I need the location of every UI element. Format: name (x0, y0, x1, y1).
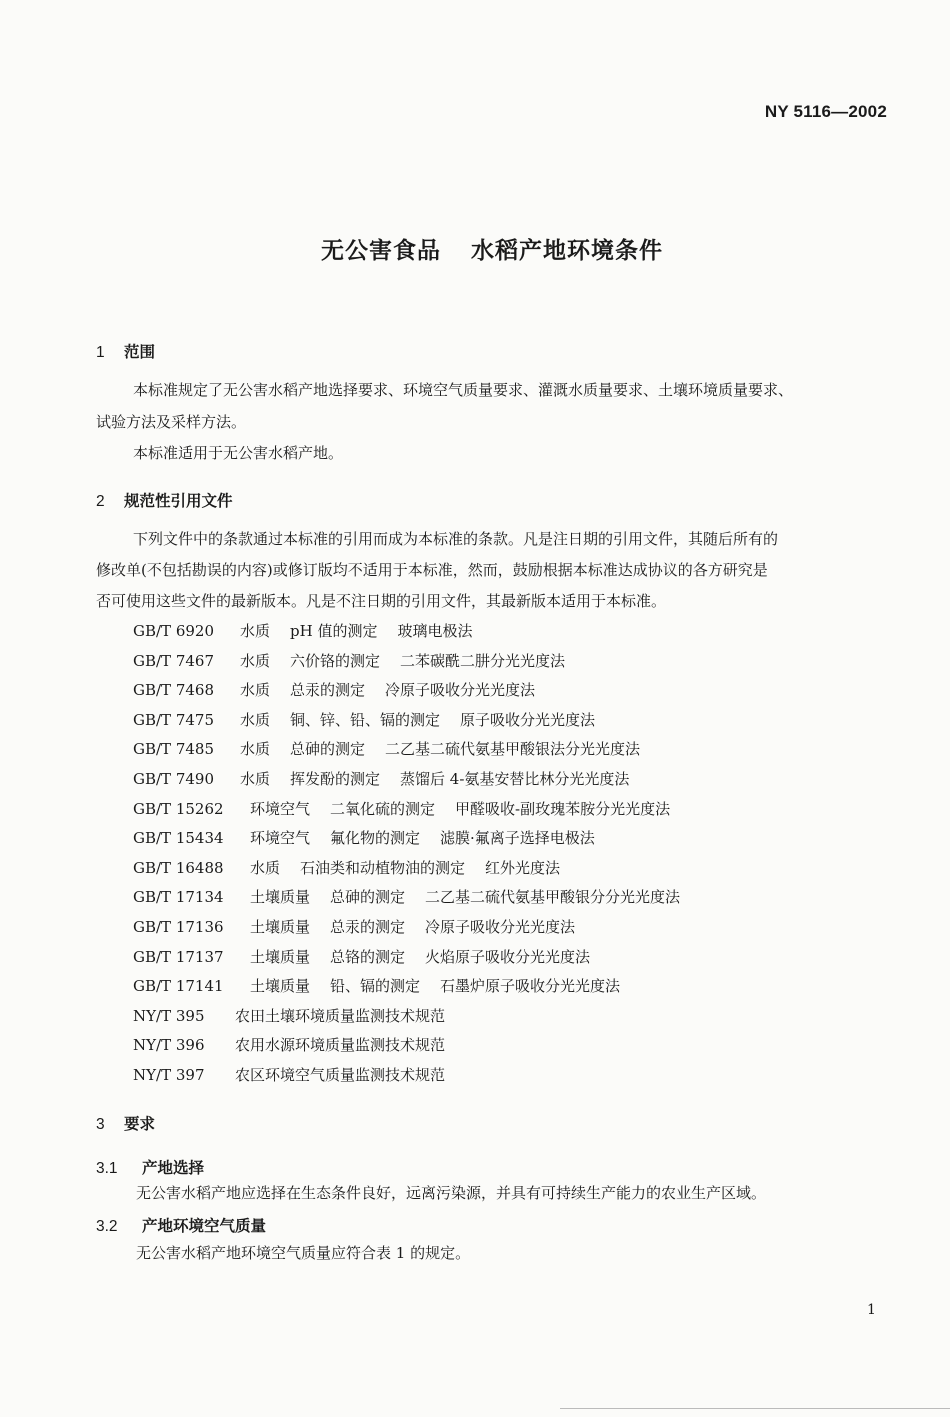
title-part1: 无公害食品 (321, 238, 441, 264)
reference-item (133, 827, 615, 848)
paragraph-line: 下列文件中的条款通过本标准的引用而成为本标准的条款。凡是注日期的引用文件，其随后所有的 (133, 530, 779, 548)
reference-item: 二氧化硫的测定 (330, 799, 436, 818)
reference-item (133, 857, 580, 878)
reference-code: GB/T 7485 (133, 740, 215, 759)
reference-subject: 土壤质量 (250, 918, 311, 936)
page-number: 1 (867, 1302, 876, 1318)
reference-item (133, 620, 492, 641)
document-title (0, 232, 950, 265)
reference-code: GB/T 17137 (133, 947, 224, 966)
reference-item (133, 709, 615, 730)
subsection-number: 3.2 (96, 1218, 118, 1235)
reference-subject: 水质 (240, 651, 271, 670)
reference-item (133, 946, 610, 967)
paragraph-line: 修改单(不包括勘误的内容)或修订版均不适用于本标准，然而，鼓励根据本标准达成协议的各方研究是 (96, 561, 768, 579)
reference-subject: 水质 (240, 622, 271, 640)
reference-method: 二乙基二硫代氨基甲酸银分分光光度法 (425, 888, 681, 907)
reference-item (133, 650, 585, 671)
reference-code: GB/T 17141 (133, 977, 224, 996)
subsection-title: 产地环境空气质量 (142, 1217, 267, 1235)
paragraph-line: 本标准规定了无公害水稻产地选择要求、环境空气质量要求、灌溉水质量要求、土壤环境质量要求、 (133, 381, 794, 399)
paragraph-line: 否可使用这些文件的最新版本。凡是不注日期的引用文件，其最新版本适用于本标准。 (96, 592, 667, 610)
reference-method: 二苯碳酰二肼分光光度法 (400, 651, 566, 670)
reference-subject: 农区环境空气质量监测技术规范 (235, 1066, 446, 1084)
reference-code: GB/T 16488 (133, 858, 224, 877)
section-title: 规范性引用文件 (124, 492, 233, 510)
section-title: 要求 (124, 1115, 156, 1133)
reference-method: 玻璃电极法 (397, 622, 473, 640)
reference-item: 总汞的测定 (290, 681, 366, 700)
reference-item (133, 798, 690, 819)
reference-subject: 土壤质量 (250, 977, 311, 996)
section-title: 范围 (124, 343, 156, 361)
reference-code: GB/T 15434 (133, 829, 224, 848)
subsection-3-1-heading (96, 1156, 204, 1178)
paragraph-line: 试验方法及采样方法。 (96, 413, 247, 431)
reference-subject: 水质 (240, 740, 271, 759)
reference-subject: 环境空气 (250, 799, 311, 818)
reference-item (133, 916, 595, 937)
reference-item: 总砷的测定 (290, 740, 366, 759)
reference-subject: 土壤质量 (250, 888, 311, 907)
reference-item: 总砷的测定 (330, 888, 406, 907)
subsection-title: 产地选择 (142, 1159, 205, 1177)
reference-code: GB/T 17136 (133, 918, 224, 936)
paragraph-line: 本标准适用于无公害水稻产地。 (133, 444, 344, 462)
reference-item (133, 738, 660, 759)
reference-item: 氟化物的测定 (330, 829, 421, 848)
reference-subject: 环境空气 (250, 829, 311, 848)
reference-method: 石墨炉原子吸收分光光度法 (440, 977, 621, 996)
reference-code: GB/T 7468 (133, 681, 215, 700)
reference-item: 铅、镉的测定 (330, 977, 421, 996)
reference-item: pH 值的测定 (290, 622, 378, 640)
reference-method: 冷原子吸收分光光度法 (385, 681, 536, 700)
reference-subject: 水质 (250, 858, 281, 877)
reference-code: GB/T 7475 (133, 710, 215, 729)
reference-method: 二乙基二硫代氨基甲酸银法分光光度法 (385, 740, 641, 759)
reference-code: GB/T 15262 (133, 799, 224, 818)
reference-subject: 农田土壤环境质量监测技术规范 (235, 1006, 446, 1025)
reference-subject: 水质 (240, 681, 271, 700)
reference-item (133, 886, 700, 907)
reference-code: GB/T 7490 (133, 770, 215, 788)
paragraph-line: 无公害水稻产地环境空气质量应符合表 1 的规定。 (136, 1244, 471, 1262)
reference-subject: 水质 (240, 770, 271, 788)
section-2-heading (96, 489, 233, 511)
section-number: 3 (96, 1116, 105, 1133)
standard-number: NY 5116—2002 (764, 102, 887, 121)
reference-item (133, 768, 649, 789)
reference-item (133, 1005, 465, 1026)
reference-code: NY/T 397 (133, 1066, 205, 1084)
reference-method: 火焰原子吸收分光光度法 (425, 947, 591, 966)
reference-code: GB/T 7467 (133, 651, 215, 670)
reference-method: 滤膜·氟离子选择电极法 (440, 829, 595, 848)
reference-code: NY/T 395 (133, 1006, 205, 1025)
title-part2: 水稻产地环境条件 (471, 238, 663, 264)
reference-item: 石油类和动植物油的测定 (300, 858, 466, 877)
reference-method: 蒸馏后 4-氨基安替比林分光光度法 (400, 770, 630, 788)
reference-subject: 水质 (240, 710, 271, 729)
reference-item: 铜、锌、铅、镉的测定 (290, 710, 441, 729)
reference-subject: 土壤质量 (250, 947, 311, 966)
section-3-heading (96, 1112, 155, 1134)
section-number: 2 (96, 493, 105, 510)
reference-item: 六价铬的测定 (290, 651, 381, 670)
reference-method: 红外光度法 (485, 858, 561, 877)
reference-item (133, 679, 555, 700)
reference-item (133, 1064, 465, 1085)
subsection-number: 3.1 (96, 1160, 118, 1177)
reference-item: 挥发酚的测定 (290, 770, 381, 788)
reference-code: GB/T 17134 (133, 888, 224, 907)
bottom-rule (560, 1408, 950, 1409)
reference-method: 甲醛吸收-副玫瑰苯胺分光光度法 (455, 799, 671, 818)
section-1-heading (96, 340, 155, 362)
reference-subject: 农用水源环境质量监测技术规范 (235, 1036, 446, 1055)
reference-code: NY/T 396 (133, 1036, 205, 1055)
reference-method: 原子吸收分光光度法 (460, 710, 596, 729)
paragraph-line: 无公害水稻产地应选择在生态条件良好，远离污染源，并具有可持续生产能力的农业生产区域。 (136, 1184, 767, 1202)
reference-item (133, 1034, 465, 1055)
reference-item (133, 975, 640, 996)
subsection-3-2-heading (96, 1214, 266, 1236)
section-number: 1 (96, 344, 105, 361)
reference-method: 冷原子吸收分光光度法 (425, 918, 576, 936)
reference-item: 总铬的测定 (330, 947, 406, 966)
reference-item: 总汞的测定 (330, 918, 406, 936)
reference-code: GB/T 6920 (133, 622, 215, 640)
